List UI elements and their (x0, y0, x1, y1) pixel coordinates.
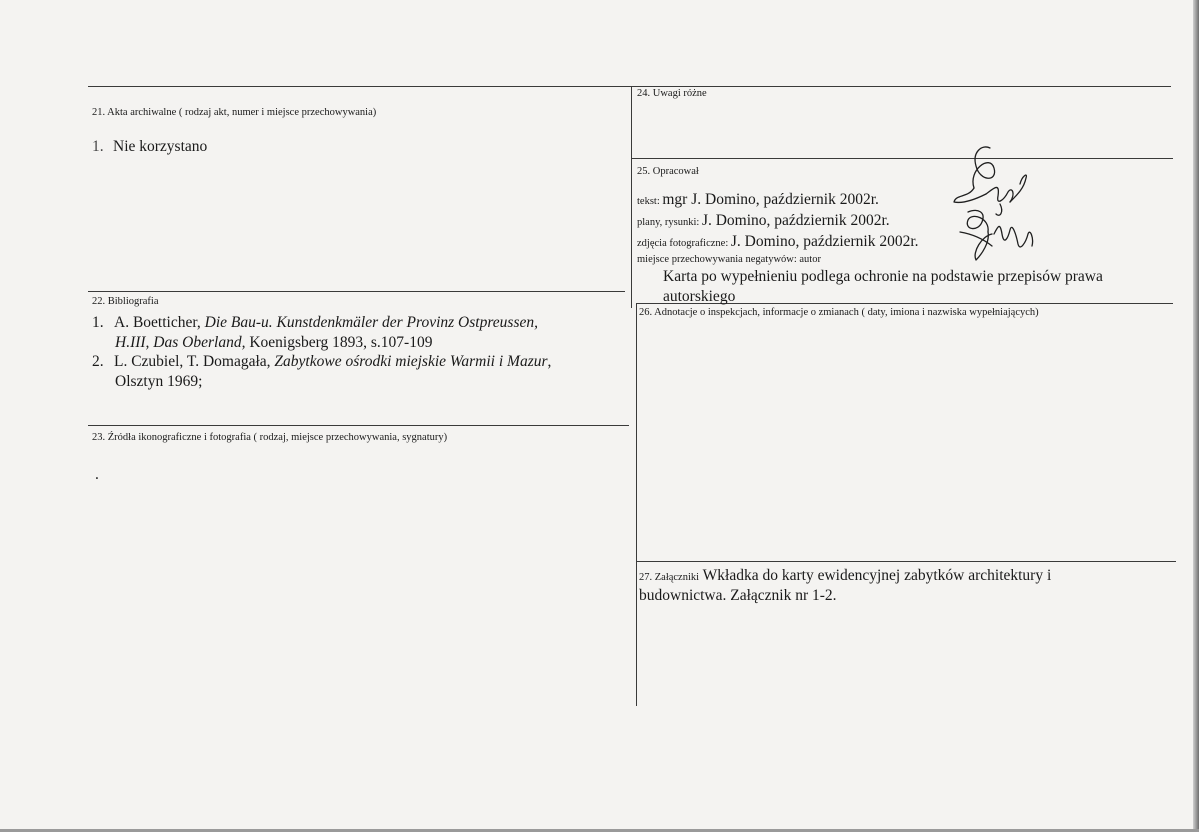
section-27-label: 27. Załączniki (639, 572, 700, 583)
section-23-label: 23. Źródła ikonograficzne i fotografia ( rodzaj, miejsce przechowywania, sygnatury) (92, 432, 448, 443)
bibliography-item-1-title-cont: H.III, Das Oberland, (115, 333, 246, 351)
author-row-plans (637, 211, 890, 232)
bibliography-item-1-line2 (115, 333, 432, 353)
copyright-notice-line1: Karta po wypełnieniu podlega ochronie na podstawie przepisów prawa (663, 268, 1103, 285)
author-row-text-prefix: tekst: (637, 196, 663, 207)
section-27-value-line2: budownictwa. Załącznik nr 1-2. (639, 587, 837, 604)
divider-24-25 (631, 158, 1173, 159)
negatives-location: miejsce przechowywania negatywów: autor (637, 254, 821, 265)
handwritten-signature (938, 142, 1048, 272)
section-26-label: 26. Adnotacje o inspekcjach, informacje o zmianach ( daty, imiona i nazwiska wypełniających) (639, 307, 1039, 318)
bibliography-item-2-author: L. Czubiel, T. Domagała, (114, 353, 275, 370)
bibliography-item-2-title: Zabytkowe ośrodki miejskie Warmii i Mazur (274, 353, 548, 370)
author-row-text-value: mgr J. Domino, październik 2002r. (662, 191, 879, 208)
scan-edge-shadow (1193, 0, 1199, 832)
divider-26-27 (636, 561, 1176, 562)
bibliography-item-2 (92, 352, 612, 392)
column-divider-lower (636, 304, 637, 706)
bibliography-item-2-number: 2. (92, 353, 104, 370)
bibliography-item-2-line1 (114, 352, 551, 372)
top-border-line (88, 86, 1171, 87)
bibliography-item-1-number: 1. (92, 314, 104, 331)
section-25-label: 25. Opracował (637, 166, 699, 177)
section-24-label: 24. Uwagi różne (637, 88, 707, 99)
section-23-bullet: . (95, 466, 99, 483)
author-row-plans-value: J. Domino, październik 2002r. (701, 212, 890, 229)
author-row-photos-value: J. Domino, październik 2002r. (730, 233, 919, 250)
bibliography-item-2-title-tail: , (547, 353, 552, 370)
author-row-photos (637, 232, 919, 253)
section-21-item-text: Nie korzystano (113, 138, 208, 155)
section-21-label: 21. Akta archiwalne ( rodzaj akt, numer i miejsce przechowywania) (92, 107, 377, 118)
column-divider-upper (631, 86, 632, 308)
author-row-text (637, 190, 879, 211)
bibliography-item-1-title: Die Bau-u. Kunstdenkmäler der Provinz Ostpreussen, (204, 314, 538, 331)
section-27-value-line1: Wkładka do karty ewidencyjnej zabytków architektury i (699, 567, 1052, 584)
section-22-label: 22. Bibliografia (92, 296, 159, 307)
section-27-line1 (639, 566, 1051, 587)
bibliography-item-2-line2: Olsztyn 1969; (115, 372, 203, 390)
author-row-plans-prefix: plany, rysunki: (637, 217, 702, 228)
bibliography-item-1 (92, 313, 612, 353)
divider-22-23 (88, 425, 629, 426)
divider-21-22 (88, 291, 625, 292)
copyright-notice-line2: autorskiego (663, 288, 736, 305)
bibliography-item-1-line1 (114, 313, 538, 333)
author-row-photos-prefix: zdjęcia fotograficzne: (637, 238, 731, 249)
bibliography-item-1-publisher: Koenigsberg 1893, s.107-109 (245, 333, 433, 351)
bibliography-item-1-author: A. Boetticher, (114, 314, 205, 331)
section-21-item-number: 1. (92, 138, 104, 155)
